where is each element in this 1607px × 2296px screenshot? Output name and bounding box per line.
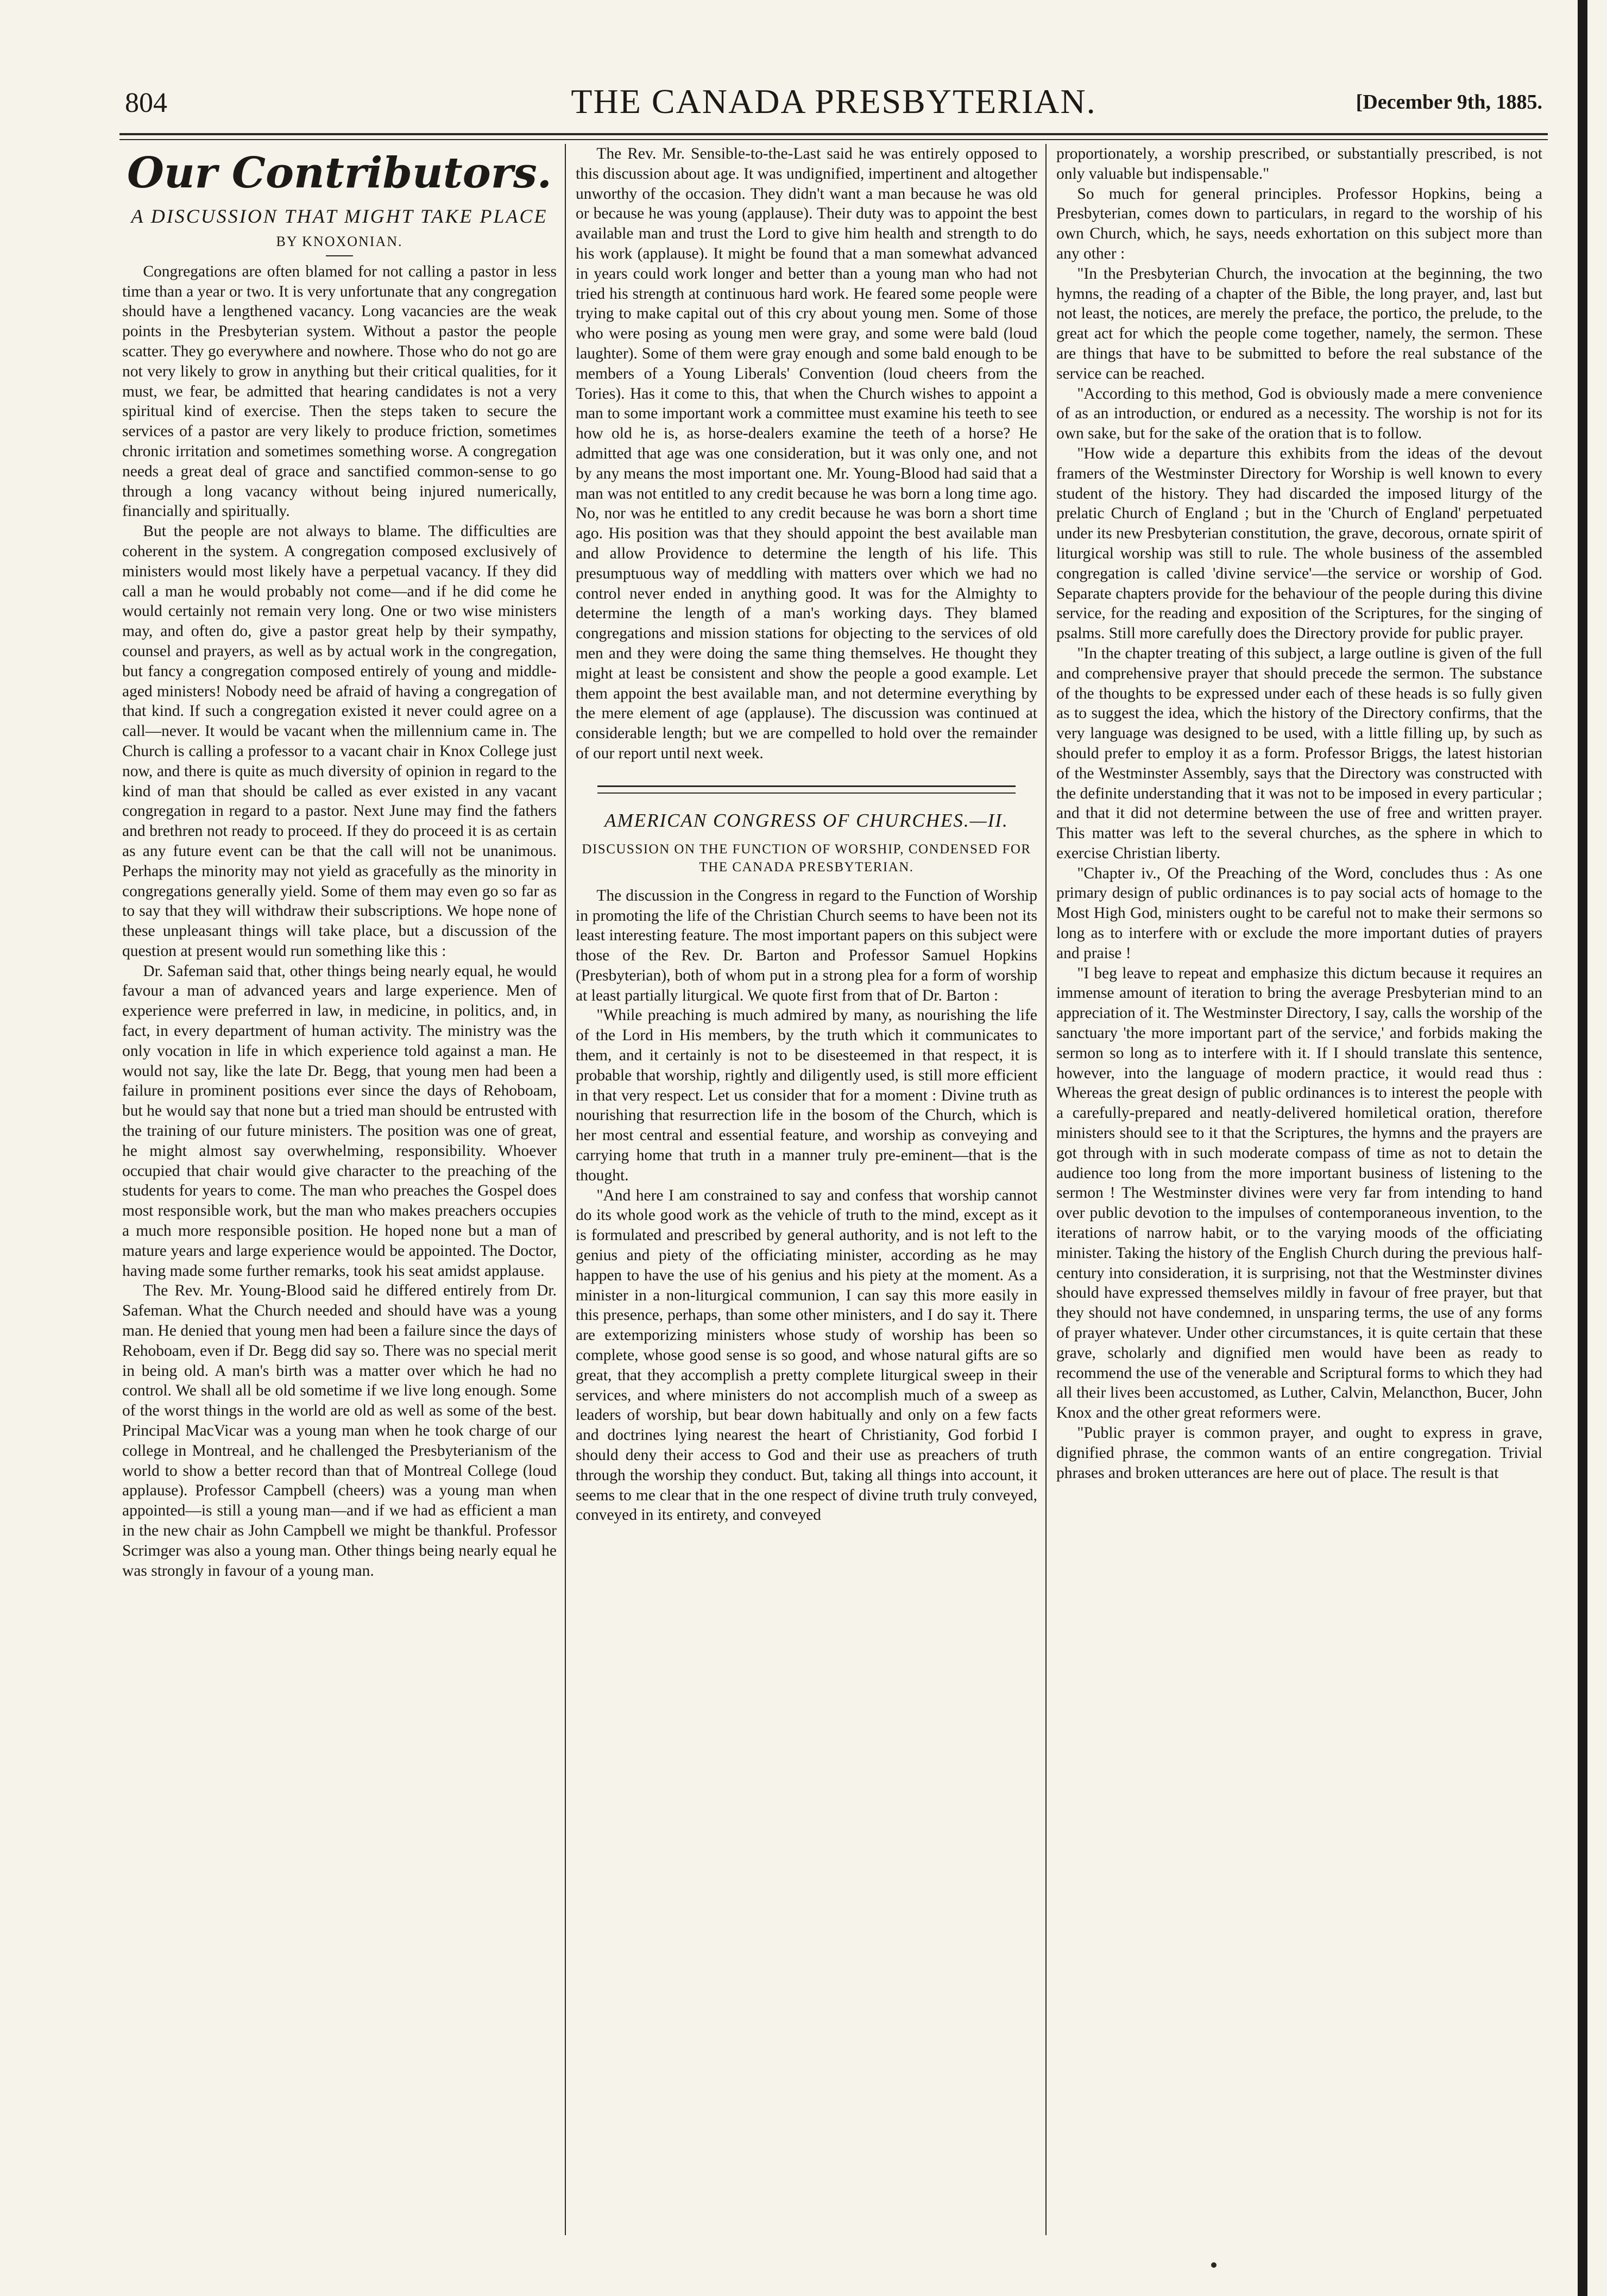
column-3 <box>1056 144 1542 2279</box>
paragraph: "Chapter iv., Of the Preaching of the Word, concludes thus : As one primary design of public ordinances is to pay social acts of homage to the Most High God, ministers ought to be careful not to make their sermons so long as to interfere with or exclude the more important duties of prayers and praise ! <box>1056 864 1542 962</box>
article-title: AMERICAN CONGRESS OF CHURCHES.—II. <box>604 809 1009 831</box>
byline-rule <box>326 255 353 256</box>
column-2 <box>576 144 1037 2279</box>
article-title: A DISCUSSION THAT MIGHT TAKE PLACE <box>131 205 548 227</box>
paragraph-continued: proportionately, a worship prescribed, or substantially prescribed, is not only valuable but indispensable." <box>1056 145 1542 183</box>
paragraph: "While preaching is much admired by many, as nourishing the life of the Lord in His members, by the truth which it communicates to them, and it certainly is not to be disesteemed in that respect, it is probable that worship, rightly and diligently used, is still more efficient in that very respect. Let us consider that for a moment : Divine truth as nourishing that resurrection life in the bosom of the Church, which is her most central and essential feature, and worship as conveying and carrying home that truth in a manner truly pre-eminent—that is the thought. <box>576 1007 1037 1184</box>
paragraph: "How wide a departure this exhibits from the ideas of the devout framers of the Westminster Directory for Worship is well known to every student of the history. They had discarded the imposed liturgy of the prelatic Church of England ; but in the 'Church of England' perpetuated under its new Presbyterian constitution, the grave, decorous, ornate spirit of liturgical worship was still to rule. The whole business of the assembled congregation is called 'divine service'—the service or worship of God. Separate chapters provide for the behaviour of the people during this divine service, for the reading and exposition of the Scriptures, for the singing of psalms. Still more carefully does the Directory provide for public prayer. <box>1056 444 1542 643</box>
paragraph: "In the Presbyterian Church, the invocation at the beginning, the two hymns, the reading of a chapter of the Bible, the long prayer, and, last but not least, the notices, are merely the preface, the portico, the prelude, to the great act for which the people come together, namely, the sermon. These are things that have to be submitted to before the real substance of the service can be reached. <box>1056 265 1542 382</box>
paragraph: "According to this method, God is obviously made a mere convenience of as an introduction, or endured as a necessity. The worship is not for its own sake, but for the sake of the oration that is to follow. <box>1056 385 1542 443</box>
section-heading: Our Contributors. <box>127 148 552 198</box>
paragraph: Dr. Safeman said that, other things being nearly equal, he would favour a man of advanced years and large experience. Men of experience were preferred in law, in medicine, in politics, and, in fact, in every department of human activity. The ministry was the only vocation in life in which experience told against a man. He would not say, like the late Dr. Begg, that young men had been a failure in prominent positions ever since the days of Rehoboam, but he would say that none but a tried man should be entrusted with the training of our future ministers. The position was one of great, he might almost say overwhelming, responsibility. Whoever occupied that chair would give character to the preaching of the students for years to come. The man who preaches the Gospel does most responsible work, but the man who makes preachers occupies a much more responsible position. He hoped none but a man of mature years and large experience would be appointed. The Doctor, having made some further remarks, took his seat amidst applause. <box>122 962 557 1280</box>
paragraph: "And here I am constrained to say and confess that worship cannot do its whole good work as the vehicle of truth to the mind, except as it is formulated and prescribed by general authority, and is not left to the genius and piety of the officiating minister, according as he may happen to have the use of his genius and his piety at the moment. As a minister in a non-liturgical communion, I can say this more easily in this presence, perhaps, than some other ministers, and I do say it. There are extemporizing ministers whose study of worship has been so complete, whose good sense is so good, and whose natural gifts are so great, that they accomplish a pretty complete liturgical sweep in their services, and where ministers do not accomplish much of a sweep as leaders of worship, but bear down habitually and only on a few facts and doctrines lying nearest the heart of Christianity, God forbid I should deny their access to God and their use as preachers of truth through the worship they conduct. But, taking all things into account, it seems to me clear that in the one respect of divine truth truly conveyed, conveyed in its entirety, and conveyed <box>576 1186 1037 1524</box>
scan-edge-shadow <box>1578 0 1587 2296</box>
column-1 <box>122 144 557 2279</box>
article-subhead: DISCUSSION ON THE FUNCTION OF WORSHIP, CONDENSED FOR THE CANADA PRESBYTERIAN. <box>582 841 1031 875</box>
article-separator-rule <box>597 785 1016 794</box>
issue-date: [December 9th, 1885. <box>1356 91 1542 114</box>
page-number: 804 <box>125 87 167 118</box>
paragraph: But the people are not always to blame. The difficulties are coherent in the system. A congregation composed exclusively of ministers would most likely have a perpetual vacancy. If they did call a man he would probably not come—and if he did come he would certainly not remain very long. One or two wise ministers may, and often do, give a pastor great help by their sympathy, counsel and prayers, as well as by actual work in the congregation, but fancy a congregation composed entirely of young and middle-aged ministers! Nobody need be afraid of having a congregation of that kind. If such a congregation existed it never could agree on a call—never. It would be vacant when the millennium came in. The Church is calling a professor to a vacant chair in Knox College just now, and there is quite as much diversity of opinion in regard to the kind of man that should be called as ever existed in any vacant congregation in regard to a pastor. Next June may find the fathers and brethren not ready to proceed. If they do proceed it is as certain as any future event can be that the call will not be unanimous. Perhaps the minority may not yield as gracefully as the minority in congregations generally yield. Some of them may even go so far as to say that they will withdraw their subscriptions. We hope none of these unpleasant things will take place, but a discussion of the question at present would run something like this : <box>122 523 557 960</box>
byline: BY KNOXONIAN. <box>276 234 403 249</box>
paragraph: The Rev. Mr. Sensible-to-the-Last said he was entirely opposed to this discussion about age. It was undignified, impertinent and altogether unworthy of the occasion. They didn't want a man because he was old or because he was young (applause). Their duty was to appoint the best available man and trust the Lord to give him health and strength to do his work (applause). It might be found that a man somewhat advanced in years could work longer and better than a young man who had not tried his strength at continuous hard work. He feared some people were trying to make capital out of this cry about young men. Some of those who were posing as young men were gray, and some were bald (loud laughter). Some of them were gray enough and some bald enough to be members of a Young Liberals' Convention (loud cheers from the Tories). Has it come to this, that when the Church wishes to appoint a man to some important work a committee must examine his teeth to see how old he is, as horse-dealers examine the teeth of a horse? He admitted that age was one consideration, but it was only one, and not by any means the most important one. Mr. Young-Blood had said that a man was not entitled to any credit because he was born a long time ago. No, nor was he entitled to any credit because he was born a short time ago. His position was that they should appoint the best available man and allow Providence to determine the length of his life. This presumptuous way of meddling with matters over which we had no control never ended in anything good. It was for the Almighty to determine the length of a man's working days. They blamed congregations and mission stations for objecting to the services of old men and they were doing the same thing themselves. He thought they might at least be consistent and show the people a good example. Let them appoint the best available man, and not determine everything by the mere element of age (applause). The discussion was continued at considerable length; but we are compelled to hold over the remainder of our report until next week. <box>576 145 1037 762</box>
paragraph: "I beg leave to repeat and emphasize this dictum because it requires an immense amount of iteration to bring the average Presbyterian mind to an appreciation of it. The Westminster Directory, I say, calls the worship of the sanctuary 'the more important part of the service,' and forbids making the sermon so long as to interfere with it. If I should translate this sentence, however, into the language of modern practice, it would read thus : Whereas the great design of public ordinances is to interest the people with a carefully-prepared and neatly-delivered homiletical oration, therefore ministers should see to it that the Scriptures, the hymns and the prayers are got through with in such moderate compass of time as not to detain the audience too long from the more important business of listening to the sermon ! The Westminster divines were very far from intending to hand over public devotion to the impulses of contemporaneous invention, to the iterations of narrow habit, or to the varying moods of the officiating minister. Taking the history of the English Church during the previous half-century into consideration, it is surprising, not that the Westminster divines should have expressed themselves mildly in favour of free prayer, but that they should not have condemned, in unsparing terms, the use of any forms of prayer whatever. Under other circumstances, it is quite certain that these grave, scholarly and dignified men would have been as ready to recommend the use of the venerable and Scriptural forms to which they had all their lives been accustomed, as Luther, Calvin, Melancthon, Bucer, John Knox and the other great reformers were. <box>1056 964 1542 1422</box>
paragraph: So much for general principles. Professor Hopkins, being a Presbyterian, comes down to particulars, in regard to the worship of his own Church, which, he says, needs exhortation on this subject more than any other : <box>1056 185 1542 262</box>
paragraph: "Public prayer is common prayer, and ought to express in grave, dignified phrase, the common wants of an entire congregation. Trivial phrases and broken utterances are here out of place. The result is that <box>1056 1424 1542 1482</box>
column-divider-1 <box>565 144 566 2235</box>
ink-speck <box>1211 2262 1217 2268</box>
masthead-rule <box>119 133 1548 135</box>
paragraph: "In the chapter treating of this subject, a large outline is given of the full and comprehensive prayer that should precede the sermon. The substance of the thoughts to be expressed under each of these heads is so fully given as to suggest the idea, which the history of the Directory confirms, that the very language was designed to be used, with a little filling up, by such as should prefer to employ it as a form. Professor Briggs, the latest historian of the Westminster Assembly, says that the Directory was constructed with the definite understanding that it was not to be imposed in every particular ; and that it did not determine between the use of free and written prayer. This matter was left to the several churches, as the sphere in which to exercise Christian liberty. <box>1056 644 1542 862</box>
masthead-rule-thin <box>119 139 1548 140</box>
newspaper-title: THE CANADA PRESBYTERIAN. <box>571 82 1096 121</box>
masthead <box>125 81 1542 125</box>
paragraph: The Rev. Mr. Young-Blood said he differed entirely from Dr. Safeman. What the Church needed and should have was a young man. He denied that young men had been a failure since the days of Rehoboam, even if Dr. Begg did say so. There was no special merit in being old. A man's birth was a matter over which he had no control. We shall all be old sometime if we live long enough. Some of the worst things in the world are old as well as some of the best. Principal MacVicar was a young man when he took charge of our college in Montreal, and he challenged the Presbyterianism of the world to show a better record than that of Montreal College (loud applause). Professor Campbell (cheers) was a young man when appointed—is still a young man—and if we had as efficient a man in the new chair as John Campbell we might be thankful. Professor Scrimger was also a young man. Other things being nearly equal he was strongly in favour of a young man. <box>122 1282 557 1580</box>
paragraph: Congregations are often blamed for not calling a pastor in less time than a year or two. It is very unfortunate that any congregation should have a lengthened vacancy. Long vacancies are the weak points in the Presbyterian system. Without a pastor the people scatter. They go everywhere and nowhere. Those who do not go are not very likely to grow in anything but their critical qualities, for it must, we fear, be admitted that hearing candidates is not a very spiritual kind of exercise. Then the steps taken to secure the services of a pastor are very likely to produce friction, sometimes chronic irritation and sometimes something worse. A congregation needs a great deal of grace and sanctified common-sense to go through a long vacancy without being injured numerically, financially and spiritually. <box>122 262 557 520</box>
paragraph: The discussion in the Congress in regard to the Function of Worship in promoting the life of the Christian Church seems to have been not its least interesting feature. The most important papers on this subject were those of the Rev. Dr. Barton and Professor Samuel Hopkins (Presbyterian), both of whom put in a strong plea for a form of worship at least partially liturgical. We quote first from that of Dr. Barton : <box>576 886 1037 1004</box>
column-divider-2 <box>1045 144 1047 2235</box>
